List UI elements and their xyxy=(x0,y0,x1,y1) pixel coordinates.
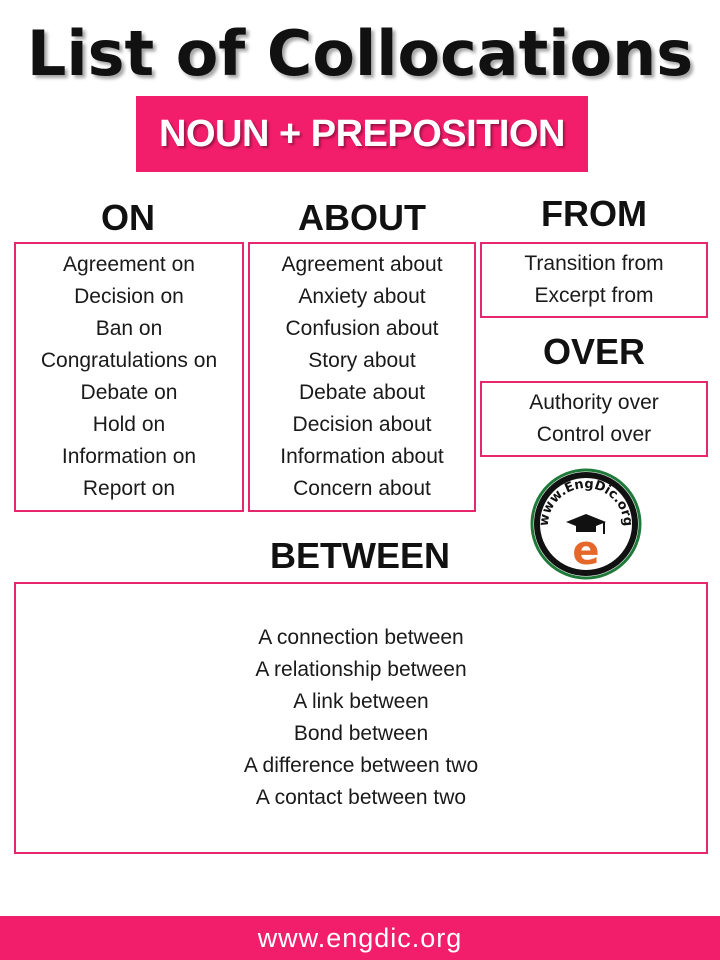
logo-text: www.EngDic.org xyxy=(536,476,636,528)
box-over xyxy=(480,381,708,457)
collocation-item: A link between xyxy=(293,690,429,713)
collocation-item: Confusion about xyxy=(285,317,439,340)
category-banner xyxy=(136,96,588,172)
box-about xyxy=(248,242,476,512)
collocation-item: Excerpt from xyxy=(534,284,654,307)
collocation-item: Agreement on xyxy=(63,253,195,276)
footer-bar xyxy=(0,916,720,960)
collocation-item: Debate on xyxy=(80,381,178,404)
collocation-item: Information about xyxy=(280,445,444,468)
heading-about: ABOUT xyxy=(298,197,426,238)
list-on xyxy=(41,249,217,505)
box-between xyxy=(14,582,708,854)
box-on xyxy=(14,242,244,512)
footer-url: www.engdic.org xyxy=(257,922,463,953)
collocation-item: Bond between xyxy=(293,722,429,745)
collocation-item: Transition from xyxy=(524,252,664,275)
collocation-item: Decision on xyxy=(74,285,184,308)
collocation-item: Ban on xyxy=(95,317,163,340)
heading-between: BETWEEN xyxy=(270,535,450,576)
heading-over: OVER xyxy=(542,331,646,372)
collocation-item: Congratulations on xyxy=(40,349,218,372)
list-about xyxy=(280,249,443,505)
collocation-item: Authority over xyxy=(529,391,659,414)
collocation-item: Report on xyxy=(82,477,176,500)
category-banner-text: NOUN + PREPOSITION xyxy=(159,112,565,155)
collocation-item: A relationship between xyxy=(255,658,467,681)
list-over xyxy=(529,387,659,451)
list-from xyxy=(524,248,663,312)
collocation-item: Control over xyxy=(536,423,652,446)
svg-text:e: e xyxy=(572,528,600,574)
collocation-item: Information on xyxy=(61,445,197,468)
collocation-item: A contact between two xyxy=(255,786,467,809)
collocation-item: Agreement about xyxy=(281,253,443,276)
collocation-item: Debate about xyxy=(298,381,426,404)
collocation-item: Concern about xyxy=(293,477,431,500)
box-from xyxy=(480,242,708,318)
collocation-item: Decision about xyxy=(292,413,432,436)
collocation-item: A difference between two xyxy=(243,754,479,777)
collocation-item: Story about xyxy=(308,349,416,372)
collocation-item: A connection between xyxy=(258,626,464,649)
collocation-item: Anxiety about xyxy=(298,285,426,308)
page-title: List of Collocations xyxy=(26,17,694,90)
heading-from: FROM xyxy=(541,193,647,234)
list-between xyxy=(244,622,478,814)
collocation-item: Hold on xyxy=(92,413,166,436)
heading-on: ON xyxy=(101,197,155,238)
